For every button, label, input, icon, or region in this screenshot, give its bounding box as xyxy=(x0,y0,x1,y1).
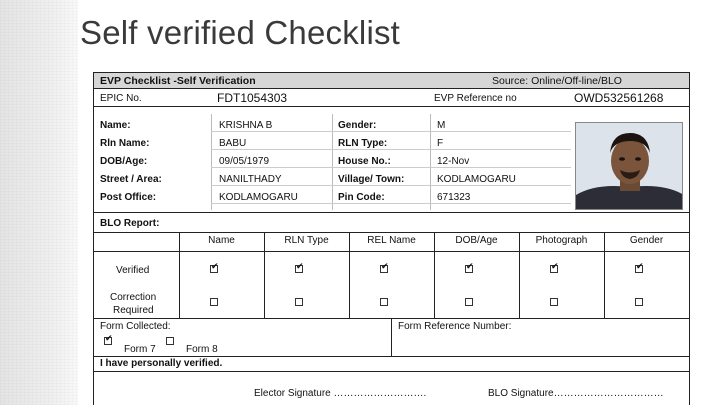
rln-name-value: BABU xyxy=(219,138,247,149)
form-8-checkbox[interactable] xyxy=(166,337,174,345)
field-divider xyxy=(211,149,571,150)
column-header-dob-age: DOB/Age xyxy=(455,235,498,246)
post-office-label: Post Office: xyxy=(100,192,157,203)
grid-line xyxy=(391,318,392,356)
rln-name-label: Rln Name: xyxy=(100,138,150,149)
field-divider xyxy=(211,167,571,168)
name-value: KRISHNA B xyxy=(219,120,273,131)
row-label-verified: Verified xyxy=(116,265,150,276)
verified-checkbox-gender[interactable] xyxy=(635,261,644,273)
column-header-gender: Gender xyxy=(629,235,664,246)
pin-code-label: Pin Code: xyxy=(338,192,385,203)
evp-checklist-form xyxy=(93,72,690,405)
slide-title: Self verified Checklist xyxy=(80,14,401,51)
correction-checkbox-rln-type[interactable] xyxy=(295,298,303,306)
verified-checkbox-name[interactable] xyxy=(210,261,219,273)
dob-label: DOB/Age: xyxy=(100,156,148,167)
check-mark-icon: ✔ xyxy=(381,261,389,271)
street-label: Street / Area: xyxy=(100,174,162,185)
divider xyxy=(94,251,689,252)
check-mark-icon: ✔ xyxy=(105,333,113,343)
house-no-label: House No.: xyxy=(338,156,391,167)
column-header-name: Name xyxy=(208,235,235,246)
field-divider xyxy=(332,114,333,210)
form-header-title: EVP Checklist -Self Verification xyxy=(100,75,256,87)
divider xyxy=(94,371,689,372)
village-label: Village/ Town: xyxy=(338,174,405,185)
column-header-rel-name: REL Name xyxy=(367,235,416,246)
divider xyxy=(94,356,689,357)
field-divider xyxy=(211,185,571,186)
blo-report-label: BLO Report: xyxy=(100,218,160,229)
village-value: KODLAMOGARU xyxy=(437,174,516,185)
field-divider xyxy=(211,114,212,210)
personally-verified-text: I have personally verified. xyxy=(100,358,223,369)
check-mark-icon: ✔ xyxy=(551,261,559,271)
divider xyxy=(94,106,689,107)
correction-checkbox-gender[interactable] xyxy=(635,298,643,306)
divider xyxy=(94,212,689,213)
epic-value: FDT1054303 xyxy=(217,91,288,105)
gender-value: M xyxy=(437,120,446,131)
applicant-photo xyxy=(575,122,683,210)
check-mark-icon: ✔ xyxy=(466,261,474,271)
form-header-source: Source: Online/Off-line/BLO xyxy=(492,75,622,87)
form-7-checkbox[interactable] xyxy=(104,333,113,345)
correction-checkbox-rel-name[interactable] xyxy=(380,298,388,306)
verified-checkbox-dob-age[interactable] xyxy=(465,261,474,273)
post-office-value: KODLAMOGARU xyxy=(219,192,298,203)
verified-checkbox-rel-name[interactable] xyxy=(380,261,389,273)
form-7-label: Form 7 xyxy=(124,344,156,355)
field-divider xyxy=(430,114,431,210)
check-mark-icon: ✔ xyxy=(296,261,304,271)
blo-signature: BLO Signature…………………………… xyxy=(488,388,664,399)
divider xyxy=(94,232,689,233)
elector-signature: Elector Signature ………………………. xyxy=(254,388,427,399)
name-label: Name: xyxy=(100,120,131,131)
dob-value: 09/05/1979 xyxy=(219,156,270,167)
field-divider xyxy=(211,131,571,132)
check-mark-icon: ✔ xyxy=(636,261,644,271)
street-value: NANILTHADY xyxy=(219,174,282,185)
evp-reference-value: OWD532561268 xyxy=(574,91,664,105)
verified-checkbox-photograph[interactable] xyxy=(550,261,559,273)
epic-label: EPIC No. xyxy=(100,93,142,104)
form-8-label: Form 8 xyxy=(186,344,218,355)
pin-code-value: 671323 xyxy=(437,192,471,203)
evp-reference-label: EVP Reference no xyxy=(434,93,517,104)
row-label-correction: Correction xyxy=(110,292,157,303)
rln-type-value: F xyxy=(437,138,444,149)
correction-checkbox-dob-age[interactable] xyxy=(465,298,473,306)
form-reference-label: Form Reference Number: xyxy=(398,321,512,332)
house-no-value: 12-Nov xyxy=(437,156,470,167)
correction-checkbox-name[interactable] xyxy=(210,298,218,306)
column-header-rln-type: RLN Type xyxy=(284,235,329,246)
rln-type-label: RLN Type: xyxy=(338,138,388,149)
check-mark-icon: ✔ xyxy=(211,261,219,271)
verified-checkbox-rln-type[interactable] xyxy=(295,261,304,273)
row-label-required: Required xyxy=(113,305,154,316)
gender-label: Gender: xyxy=(338,120,377,131)
correction-checkbox-photograph[interactable] xyxy=(550,298,558,306)
form-collected-label: Form Collected: xyxy=(100,321,171,332)
column-header-photograph: Photograph xyxy=(535,235,588,246)
field-divider xyxy=(211,203,571,204)
side-texture xyxy=(0,0,78,405)
